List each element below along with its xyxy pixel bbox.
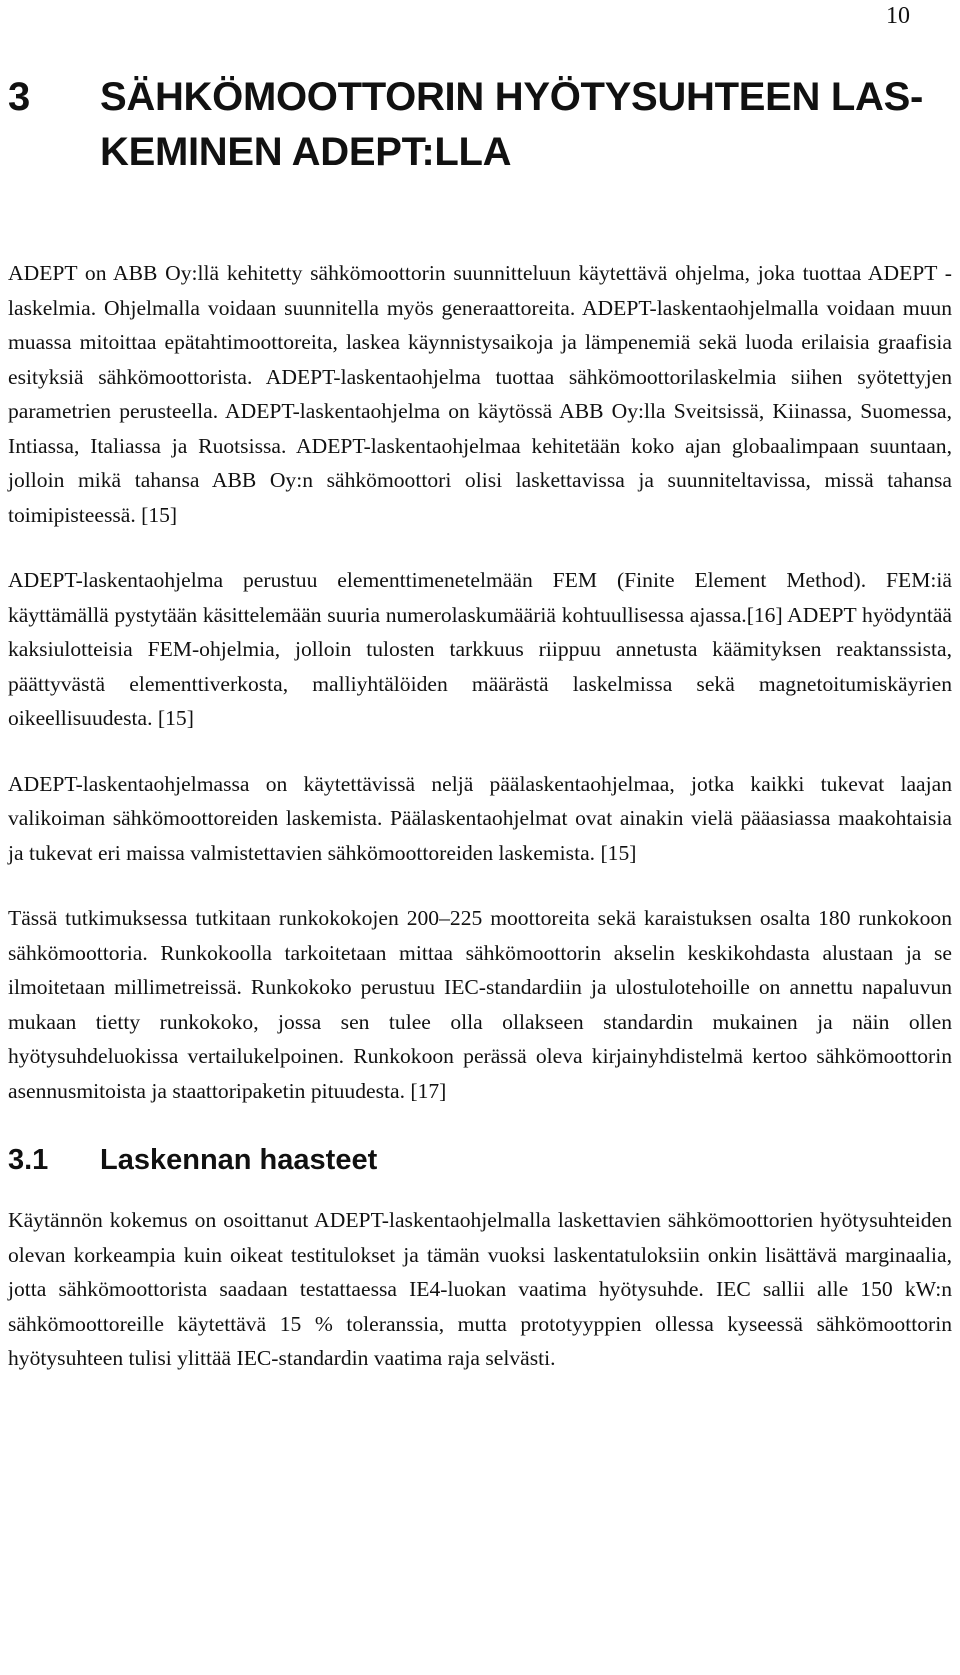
paragraph-calculation-challenges: Käytännön kokemus on osoittanut ADEPT-laskentaohjelmalla laskettavien sähkömoottorien hyötysuhteiden olevan korkeampia kuin oikeat testitulokset ja tämän vuoksi laskentatuloksiin onkin lisättävä marginaalia, jotta sähkömoottorista saadaan testattaessa IE4-luokan vaatima hyötysuhde. IEC sallii alle 150 kW:n sähkömoottoreille käytettävä 15 % toleranssia, mutta prototyyppien ollessa kyseessä sähkömoottorin hyötysuhteen tulisi ylittää IEC-standardin vaatima raja selvästi. [8, 1208, 952, 1370]
paragraph-adept-intro: ADEPT on ABB Oy:llä kehitetty sähkömoottorin suunnitteluun käytettävä ohjelma, joka tuottaa ADEPT -laskelmia. Ohjelmalla voidaan suunnitella myös generaattoreita. ADEPT-laskentaohjelmalla voidaan muun muassa mitoittaa epätahtimoottoreita, laskea käynnistysaikoja ja lämpenemiä sekä luoda erilaisia graafisia esityksiä sähkömoottorista. ADEPT-laskentaohjelma tuottaa sähkömoottorilaskelmia siihen syötettyjen parametrien perusteella. ADEPT-laskentaohjelma on käytössä ABB Oy:lla Sveitsissä, Kiinassa, Suomessa, Intiassa, Italiassa ja Ruotsissa. ADEPT-laskentaohjelmaa kehitetään koko ajan globaalimpaan suuntaan, jolloin mikä tahansa ABB Oy:n sähkömoottori olisi laskettavissa ja suunniteltavissa, missä tahansa toimipisteessä. [15] [8, 261, 952, 527]
page-number: 10 [886, 3, 910, 29]
paragraph-main-programs: ADEPT-laskentaohjelmassa on käytettävissä neljä päälaskentaohjelmaa, jotka kaikki tukevat laajan valikoiman sähkömoottoreiden laskemista. Päälaskentaohjelmat ovat ainakin vielä pääasiassa maakohtaisia ja tukevat eri maissa valmistettavien sähkömoottoreiden laskemista. [15] [8, 771, 952, 865]
section-heading [8, 1140, 952, 1180]
chapter-title: SÄHKÖMOOTTORIN HYÖTYSUHTEEN LAS-KEMINEN ADEPT:LLA [100, 75, 924, 174]
section-title: Laskennan haasteet [100, 1144, 378, 1176]
section-number: 3.1 [8, 1144, 49, 1176]
chapter-heading [8, 70, 952, 180]
paragraph-fem: ADEPT-laskentaohjelma perustuu elementtimenetelmään FEM (Finite Element Method). FEM:iä käyttämällä pystytään käsittelemään suuria numerolaskumääriä kohtuullisessa ajassa.[16] ADEPT hyödyntää kaksiulotteisia FEM-ohjelmia, jolloin tulosten tarkkuus riippuu annetusta käämityksen reaktanssista, päättyvästä elementtiverkosta, malliyhtälöiden määrästä laskelmissa sekä magnetoitumiskäyrien oikeellisuudesta. [15] [8, 568, 952, 730]
chapter-number: 3 [8, 75, 30, 119]
paragraph-frame-sizes: Tässä tutkimuksessa tutkitaan runkokokojen 200–225 moottoreita sekä karaistuksen osalta 180 runkokoon sähkömoottoria. Runkokoolla tarkoitetaan mittaa sähkömoottorin akselin keskikohdasta alustaan ja se ilmoitetaan millimetreissä. Runkokoko perustuu IEC-standardiin ja ulostulotehoille on annettu napaluvun mukaan tietty runkokoko, jossa sen tulee olla ollakseen standardin mukainen ja näin ollen hyötysuhdeluokissa vertailukelpoinen. Runkokoon perässä oleva kirjainyhdistelmä kertoo sähkömoottorin asennusmitoista ja staattoripaketin pituudesta. [17] [8, 906, 952, 1103]
document-body [8, 70, 952, 1407]
